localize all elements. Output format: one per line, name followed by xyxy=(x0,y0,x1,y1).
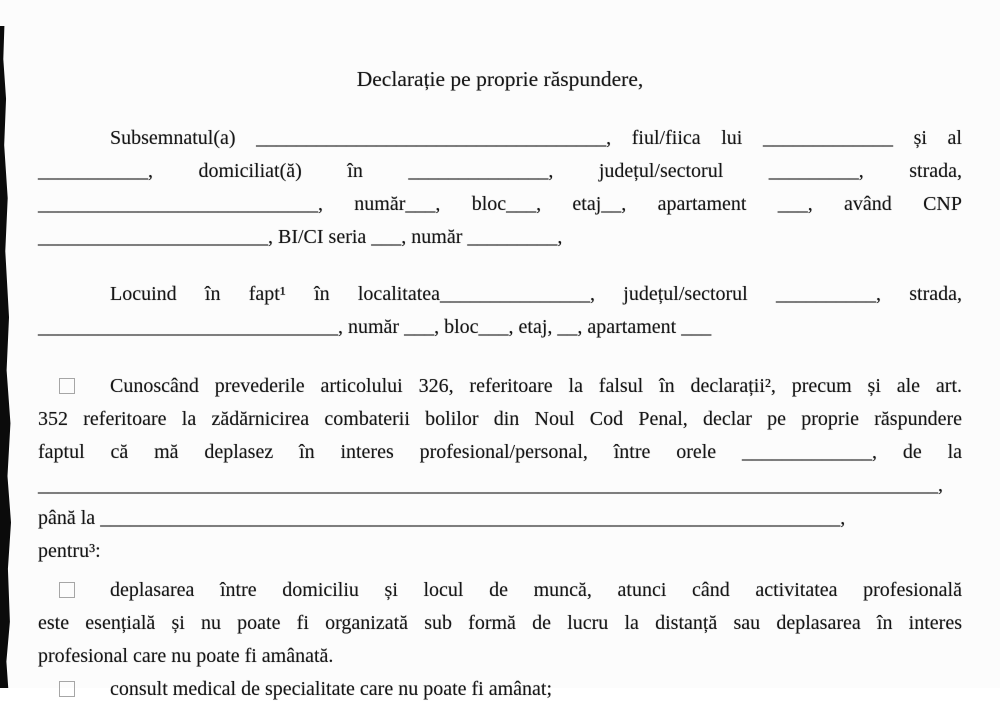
identity-line-3: ____________________________, număr___, bloc___, etaj__, apartament ___, având CNP xyxy=(38,193,962,215)
reason-work-line-1-text: deplasarea între domiciliu și locul de muncă, atunci când activitatea profesională xyxy=(110,579,962,601)
residence-line-2: ______________________________, număr ___, bloc___, etaj, __, apartament ___ xyxy=(38,316,712,338)
declaration-until-line: până la __________________________________________________________________________, xyxy=(38,507,846,529)
residence-paragraph xyxy=(38,278,962,344)
document-title: Declarație pe proprie răspundere, xyxy=(356,67,644,91)
declaration-for-line: pentru³: xyxy=(38,540,101,562)
declaration-line-2: 352 referitoare la zădărnicirea combaterii bolilor din Noul Cod Penal, declar pe proprie răspundere xyxy=(38,408,962,430)
reason-medical-line-1-text: consult medical de specialitate care nu poate fi amânat; xyxy=(110,678,553,700)
reason-medical-line-1 xyxy=(38,673,962,706)
checkbox-icon xyxy=(59,681,75,697)
reason-work-line-2: este esențială și nu poate fi organizată sub formă de lucru la distanță sau deplasarea în interes xyxy=(38,612,962,634)
declaration-line-3: faptul că mă deplasez în interes profesional/personal, între orele _____________, de la xyxy=(38,441,962,463)
residence-line-1: Locuind în fapt¹ în localitatea_______________, județul/sectorul __________, strada, xyxy=(110,283,962,305)
scan-edge-artifact xyxy=(0,26,11,688)
identity-paragraph xyxy=(38,122,962,254)
declaration-paragraph xyxy=(38,370,962,568)
reason-medical-paragraph xyxy=(38,673,962,706)
reason-work-paragraph xyxy=(38,574,962,673)
declaration-line-1-text: Cunoscând prevederile articolului 326, referitoare la falsul în declarații², precum și ale art. xyxy=(110,375,962,397)
identity-line-4: _______________________, BI/CI seria ___, număr _________, xyxy=(38,226,563,248)
identity-line-2: ___________, domiciliat(ă) în ______________, județul/sectorul _________, strada, xyxy=(38,160,962,182)
reason-work-line-1 xyxy=(38,574,962,607)
declaration-line-1 xyxy=(38,370,962,403)
checkbox-icon xyxy=(59,582,75,598)
checkbox-icon xyxy=(59,378,75,394)
declaration-blank-line: __________________________________________________________________________________________, xyxy=(38,474,943,496)
reason-work-line-3: profesional care nu poate fi amânată. xyxy=(38,645,334,667)
identity-line-1: Subsemnatul(a) ___________________________________, fiul/fiica lui _____________ și al xyxy=(110,127,962,149)
